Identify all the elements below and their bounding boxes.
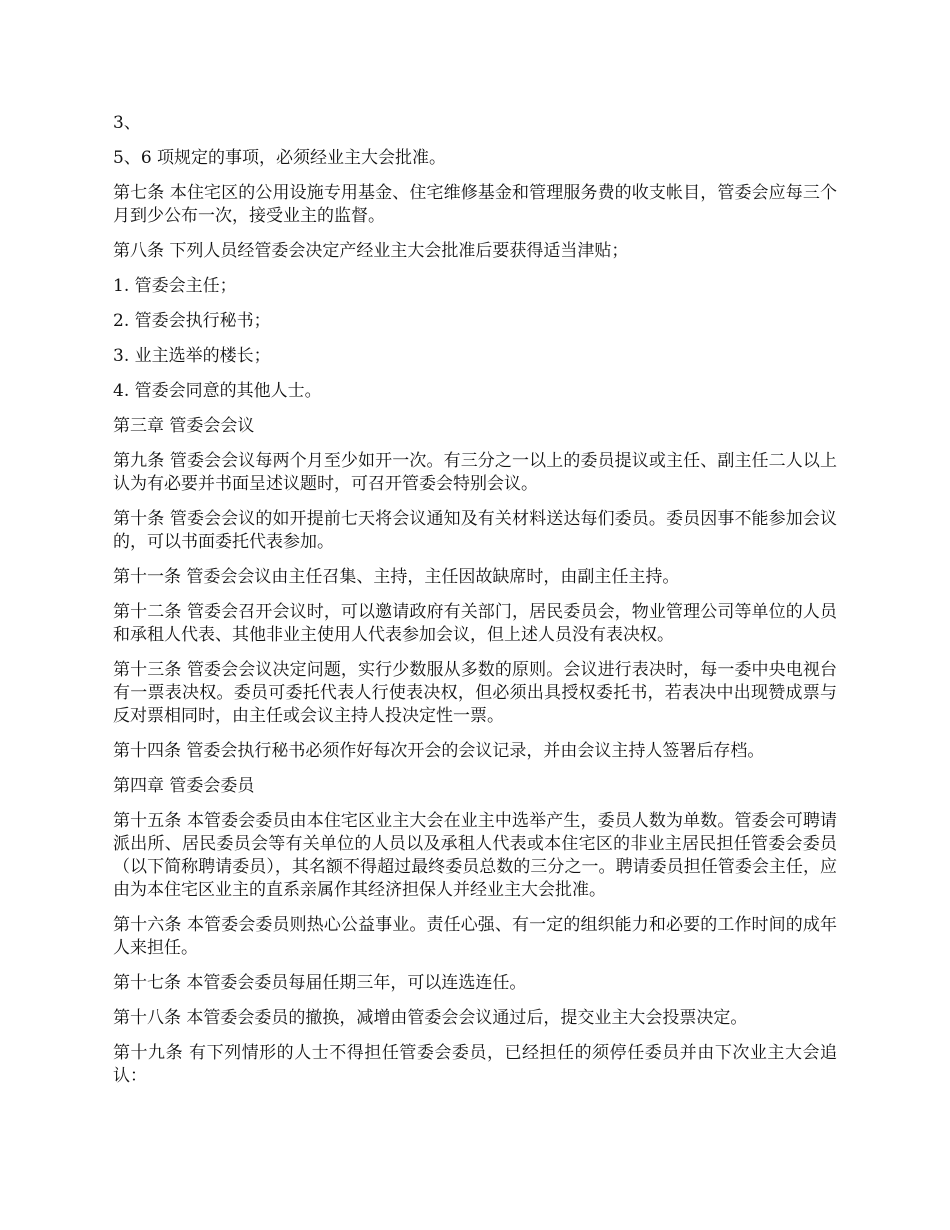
- article-10: 第十条 管委会会议的如开提前七天将会议通知及有关材料送达每们委员。委员因事不能参加会议的，可以书面委托代表参加。: [113, 509, 837, 552]
- chapter-heading: 第四章 管委会委员: [113, 776, 255, 796]
- chapter-heading: 第三章 管委会会议: [113, 416, 255, 436]
- article-12: 第十二条 管委会召开会议时，可以邀请政府有关部门，居民委员会，物业管理公司等单位的人员和承租人代表、其他非业主使用人代表参加会议，但上述人员没有表决权。: [113, 602, 837, 645]
- article-14: 第十四条 管委会执行秘书必须作好每次开会的会议记录，并由会议主持人签署后存档。: [113, 741, 765, 761]
- paragraph: 3、: [113, 113, 141, 133]
- article-15: 第十五条 本管委会委员由本住宅区业主大会在业主中选举产生，委员人数为单数。管委会可聘请派出所、居民委员会等有关单位的人员以及承租人代表或本住宅区的非业主居民担任管委会委员（以下简称聘请委员），其名额不得超过最终委员总数的三分之一。聘请委员担任管委会主任，应由为本住宅区业主的直系亲属作其经济担保人并经业主大会批准。: [113, 811, 837, 900]
- article-19: 第十九条 有下列情形的人士不得担任管委会委员，已经担任的须停任委员并由下次业主大会追认：: [113, 1043, 837, 1086]
- article-9: 第九条 管委会会议每两个月至少如开一次。有三分之一以上的委员提议或主任、副主任二人以上认为有必要并书面呈述议题时，可召开管委会特别会议。: [113, 451, 837, 494]
- article-17: 第十七条 本管委会委员每届任期三年，可以连选连任。: [113, 973, 527, 993]
- list-item: 2. 管委会执行秘书；: [113, 311, 271, 331]
- article-7: 第七条 本住宅区的公用设施专用基金、住宅维修基金和管理服务费的收支帐目，管委会应每三个月到少公布一次，接受业主的监督。: [113, 183, 837, 226]
- list-item: 3. 业主选举的楼长；: [113, 346, 271, 366]
- article-8: 第八条 下列人员经管委会决定产经业主大会批准后要获得适当津贴；: [113, 241, 629, 261]
- article-16: 第十六条 本管委会委员则热心公益事业。责任心强、有一定的组织能力和必要的工作时间的成年人来担任。: [113, 915, 837, 958]
- article-18: 第十八条 本管委会委员的撤换，减增由管委会会议通过后，提交业主大会投票决定。: [113, 1008, 748, 1028]
- paragraph: 5、6 项规定的事项，必须经业主大会批准。: [113, 148, 447, 168]
- list-item: 1. 管委会主任；: [113, 276, 237, 296]
- article-13: 第十三条 管委会会议决定问题，实行少数服从多数的原则。会议进行表决时，每一委中央电视台有一票表决权。委员可委托代表人行使表决权，但必须出具授权委托书，若表决中出现赞成票与反对票相同时，由主任或会议主持人投决定性一票。: [113, 660, 837, 726]
- article-11: 第十一条 管委会会议由主任召集、主持，主任因故缺席时，由副主任主持。: [113, 567, 680, 587]
- list-item: 4. 管委会同意的其他人士。: [113, 381, 322, 401]
- document-body: [113, 112, 837, 1100]
